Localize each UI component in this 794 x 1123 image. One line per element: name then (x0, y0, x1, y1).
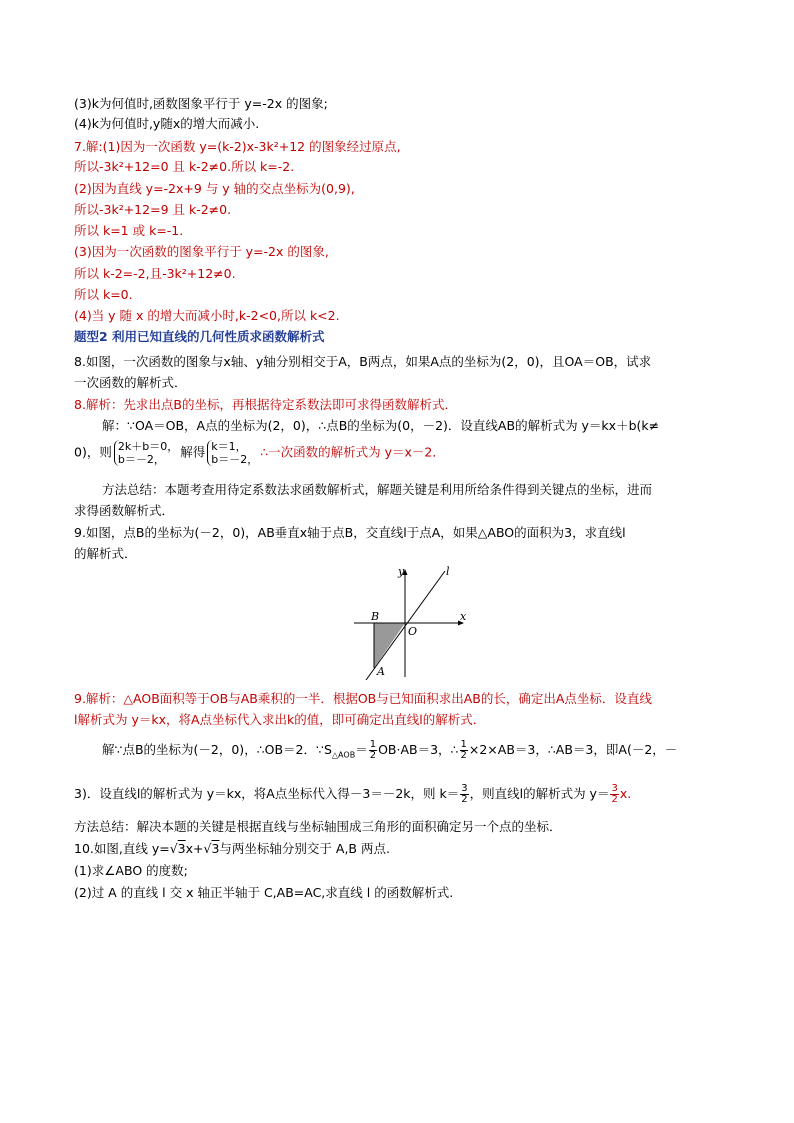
q8-solution (102, 417, 659, 434)
fraction-result (610, 784, 618, 805)
denominator: 2 (611, 794, 618, 805)
label-a: A (377, 665, 385, 678)
eq-line: 2k＋b＝0， (117, 440, 179, 453)
label-o: O (408, 625, 418, 638)
section-title: 题型2 利用已知直线的几何性质求函数解析式 (74, 329, 325, 344)
equation-system (207, 440, 258, 466)
q9-solution (102, 740, 677, 764)
coordinate-figure (350, 565, 470, 680)
q9-result: x. (619, 786, 632, 801)
q8-text: 一次函数的解析式． (74, 375, 187, 390)
fraction-k (460, 784, 468, 805)
sqrt-radicand: 3 (211, 841, 220, 856)
q8-result: ∴一次函数的解析式为 y＝x－2． (260, 444, 445, 460)
q7-sol-line: 所以 k=1 或 k=-1. (74, 223, 184, 238)
q8-sol-text: 解：∵OA＝OB，A点的坐标为(2，0)，∴点B的坐标为(0，－2)．设直线AB的解析式为 y＝kx＋b(k≠ (102, 418, 660, 433)
q10-part2: (2)过 A 的直线 l 交 x 轴正半轴于 C,AB=AC,求直线 l 的函数解析式. (74, 885, 454, 900)
q7-sol-line: (4)当 y 随 x 的增大而减小时,k-2<0,所以 k<2. (74, 308, 340, 323)
label-y: y (398, 565, 405, 578)
q7-sol-line: (3)因为一次函数的图象平行于 y=-2x 的图象, (74, 244, 329, 259)
q10-text-part: 与两坐标轴分别交于 A,B 两点. (219, 841, 390, 856)
q8-summary: 求得函数解析式． (74, 503, 175, 518)
q7-sol-line: 所以-3k²+12=9 且 k-2≠0. (74, 202, 232, 217)
q7-sol-line: 所以 k=0. (74, 287, 133, 302)
q9-text: 9.如图，点B的坐标为(－2，0)，AB垂直x轴于点B，交直线l于点A，如果△ABO的面积为3，求直线l (74, 525, 626, 540)
q10-part1: (1)求∠ABO 的度数; (74, 863, 188, 878)
numerator: 1 (460, 739, 467, 750)
q7-sol-line: (2)因为直线 y=-2x+9 与 y 轴的交点坐标为(0,9), (74, 181, 355, 196)
denominator: 2 (460, 750, 467, 761)
q9-sol-text: ＝ (355, 742, 368, 757)
q9-sol-text: ，则直线l的解析式为 y＝ (469, 786, 610, 801)
q7-part4: (4)k为何值时,y随x的增大而减小. (74, 116, 260, 131)
q9-solution-cont (74, 784, 631, 805)
fraction-half (460, 740, 468, 761)
q8-summary: 方法总结：本题考查用待定系数法求函数解析式，解题关键是利用所给条件得到关键点的坐标，进而 (102, 482, 653, 497)
q9-analysis: l解析式为 y＝kx，将A点坐标代入求出k的值，即可确定出直线l的解析式． (74, 712, 486, 727)
numerator: 3 (611, 783, 618, 794)
label-l: l (446, 565, 450, 578)
q9-sol-text: 解∵点B的坐标为(－2，0)，∴OB＝2．∵S (102, 742, 332, 757)
q8-sol-text: 解得 (180, 444, 206, 460)
q7-sol-line: 所以 k-2=-2,且-3k²+12≠0. (74, 266, 236, 281)
sqrt-sign: √ (203, 841, 212, 856)
sqrt-radicand: 3 (177, 841, 186, 856)
equation-system (114, 440, 178, 466)
fraction-half (369, 740, 377, 761)
q9-sol-text: 3)．设直线l的解析式为 y＝kx，将A点坐标代入得－3＝－2k，则 k＝ (74, 786, 460, 801)
q8-sol-text: 0)，则 (74, 444, 112, 460)
q7-sol-line: 7.解:(1)因为一次函数 y=(k-2)x-3k²+12 的图象经过原点, (74, 139, 401, 154)
denominator: 2 (461, 794, 468, 805)
shaded-triangle (374, 623, 405, 668)
q9-summary: 方法总结：解决本题的关键是根据直线与坐标轴围成三角形的面积确定另一个点的坐标． (74, 819, 562, 834)
q9-sol-text: ×2×AB＝3，∴AB＝3，即A(－2，－ (468, 742, 678, 757)
eq-line: b＝－2， (211, 453, 259, 466)
eq-line: b＝－2， (117, 453, 165, 466)
q7-part3: (3)k为何值时,函数图象平行于 y=-2x 的图象; (74, 96, 328, 111)
numerator: 1 (369, 739, 377, 750)
q7-sol-line: 所以-3k²+12=0 且 k-2≠0.所以 k=-2. (74, 159, 295, 174)
q9-text: 的解析式． (74, 546, 137, 561)
label-b: B (371, 610, 380, 623)
q10-text-part: 10.如图,直线 y= (74, 841, 170, 856)
eq-line: k＝1， (211, 440, 247, 453)
numerator: 3 (461, 783, 468, 794)
q8-solution-cont (74, 440, 445, 466)
q8-analysis: 8.解析：先求出点B的坐标，再根据待定系数法即可求得函数解析式． (74, 397, 458, 412)
denominator: 2 (369, 750, 377, 761)
area-subscript: △AOB (331, 750, 356, 760)
q10-text (74, 840, 390, 857)
q9-analysis: 9.解析：△AOB面积等于OB与AB乘积的一半．根据OB与已知面积求出AB的长，确定出A点坐标．设直线 (74, 691, 652, 706)
q10-text-part: x+ (185, 841, 204, 856)
sqrt-sign: √ (169, 841, 178, 856)
q8-text: 8.如图，一次函数的图象与x轴、y轴分别相交于A，B两点，如果A点的坐标为(2，0)，且OA＝OB，试求 (74, 354, 652, 369)
q9-sol-text: OB·AB＝3，∴ (378, 742, 459, 757)
label-x: x (460, 610, 467, 623)
